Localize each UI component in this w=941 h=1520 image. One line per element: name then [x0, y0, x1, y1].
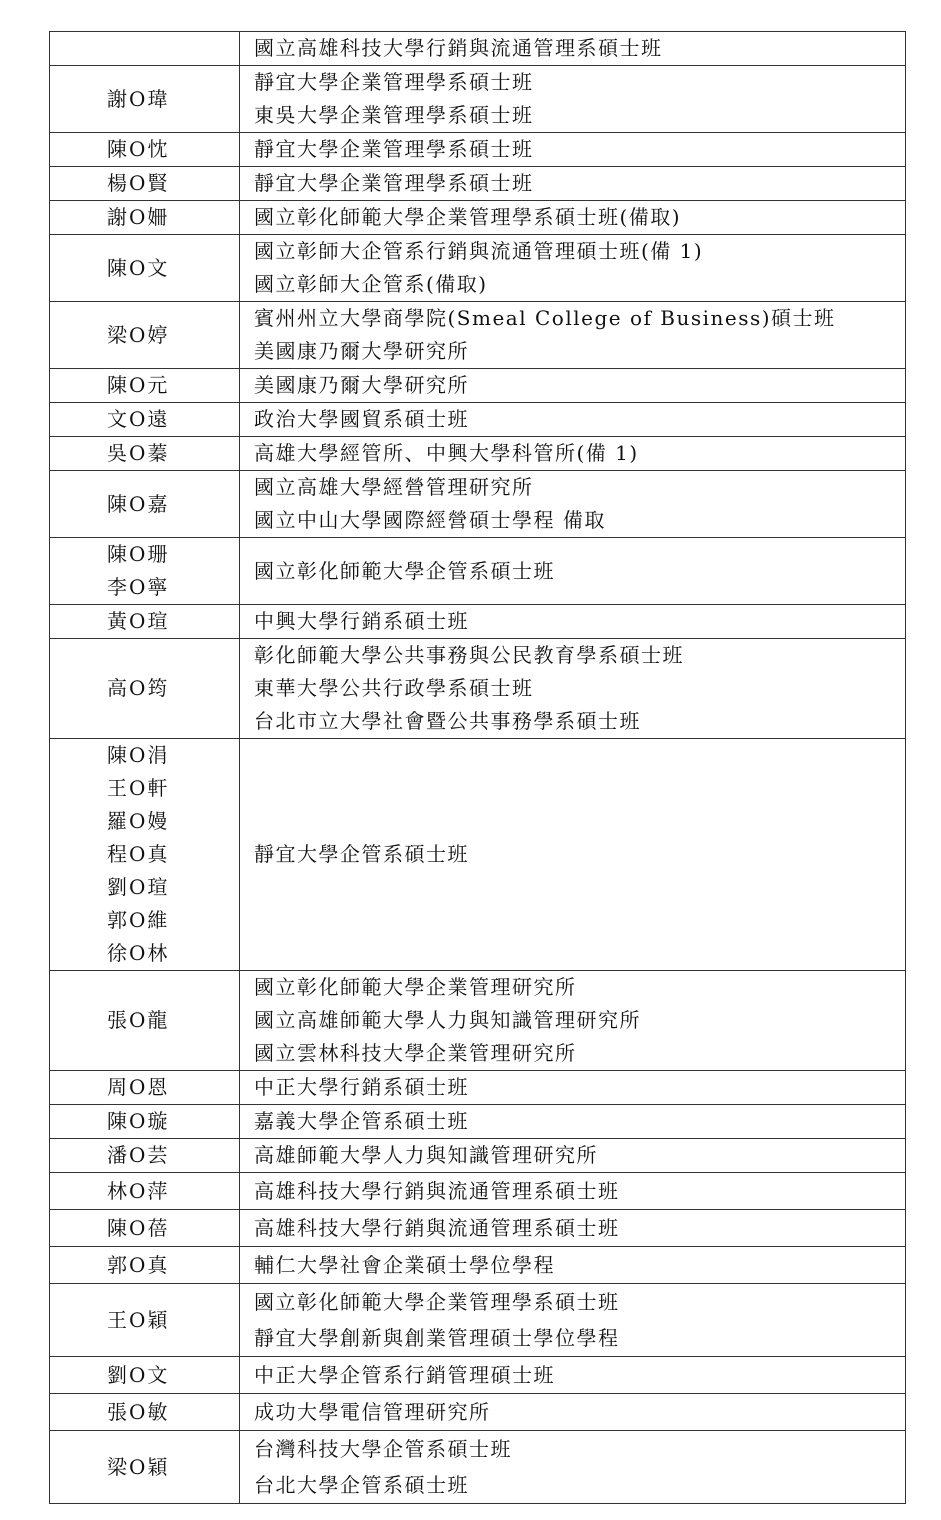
admitted-program: 美國康乃爾大學研究所	[254, 339, 469, 363]
student-name: 陳O元	[107, 373, 170, 397]
student-name-cell	[50, 639, 240, 739]
admitted-programs-cell	[240, 302, 906, 369]
admitted-program: 台灣科技大學企管系碩士班	[254, 1437, 512, 1461]
student-name-cell	[50, 1394, 240, 1431]
admitted-programs-cell	[240, 201, 906, 235]
admitted-programs-cell	[240, 1431, 906, 1504]
admitted-program: 國立雲林科技大學企業管理研究所	[254, 1041, 577, 1065]
student-name-cell	[50, 66, 240, 133]
student-name: 梁O穎	[107, 1455, 170, 1479]
student-name: 高O筠	[107, 676, 170, 700]
admitted-program: 靜宜大學企業管理學系碩士班	[254, 137, 534, 161]
student-name-cell	[50, 1210, 240, 1247]
admitted-programs-cell	[240, 471, 906, 538]
admitted-programs-cell	[240, 971, 906, 1071]
admitted-programs-cell	[240, 1173, 906, 1210]
admitted-programs-cell	[240, 1357, 906, 1394]
student-name-cell	[50, 1284, 240, 1357]
student-name-cell	[50, 1247, 240, 1284]
student-name: 郭O真	[107, 1253, 170, 1277]
student-name-cell	[50, 201, 240, 235]
student-name: 謝O姍	[107, 205, 170, 229]
student-name-cell	[50, 167, 240, 201]
table-row	[50, 1431, 906, 1504]
admitted-program: 國立彰化師範大學企管系碩士班	[254, 558, 555, 583]
student-name: 徐O林	[107, 941, 170, 965]
table-row	[50, 1105, 906, 1139]
student-name-cell	[50, 971, 240, 1071]
student-name: 文O遠	[107, 407, 170, 431]
admitted-program: 高雄科技大學行銷與流通管理系碩士班	[254, 1216, 620, 1240]
admitted-program: 國立彰化師範大學企業管理研究所	[254, 975, 577, 999]
table-row	[50, 971, 906, 1071]
table-row	[50, 32, 906, 66]
student-name: 陳O文	[107, 255, 170, 280]
student-name: 潘O芸	[107, 1143, 170, 1167]
student-name-cell	[50, 538, 240, 605]
student-name: 程O真	[107, 842, 170, 866]
admitted-program: 美國康乃爾大學研究所	[254, 373, 469, 397]
table-row	[50, 1247, 906, 1284]
student-name-cell	[50, 32, 240, 66]
admitted-program: 國立彰化師範大學企業管理學系碩士班	[254, 1290, 620, 1314]
table-body	[50, 32, 906, 1504]
table-row	[50, 605, 906, 639]
student-name-cell	[50, 235, 240, 302]
student-name-cell	[50, 437, 240, 471]
table-row	[50, 1139, 906, 1173]
table-row	[50, 437, 906, 471]
student-name-cell	[50, 133, 240, 167]
admitted-programs-cell	[240, 605, 906, 639]
table-row	[50, 133, 906, 167]
table-row	[50, 538, 906, 605]
admitted-program: 台北市立大學社會暨公共事務學系碩士班	[254, 709, 641, 733]
table-row	[50, 1173, 906, 1210]
table-row	[50, 739, 906, 971]
admitted-programs-cell	[240, 133, 906, 167]
table-row	[50, 639, 906, 739]
table-row	[50, 201, 906, 235]
admitted-programs-cell	[240, 369, 906, 403]
student-name: 陳O涓	[107, 743, 170, 767]
admitted-program: 靜宜大學企管系碩士班	[254, 842, 469, 866]
admitted-programs-cell	[240, 32, 906, 66]
table-row	[50, 1071, 906, 1105]
admitted-program: 高雄大學經管所、中興大學科管所(備 1)	[254, 441, 639, 465]
admitted-program: 國立彰師大企管系(備取)	[254, 272, 488, 296]
admitted-program: 中興大學行銷系碩士班	[254, 609, 469, 633]
student-name: 郭O維	[107, 908, 170, 932]
admitted-program: 高雄科技大學行銷與流通管理系碩士班	[254, 1179, 620, 1203]
admitted-program: 輔仁大學社會企業碩士學位學程	[254, 1253, 555, 1277]
student-name: 楊O賢	[107, 171, 170, 195]
table-row	[50, 302, 906, 369]
admitted-program: 嘉義大學企管系碩士班	[254, 1109, 469, 1133]
admitted-programs-cell	[240, 1284, 906, 1357]
student-name-cell	[50, 1071, 240, 1105]
admitted-programs-cell	[240, 167, 906, 201]
table-row	[50, 471, 906, 538]
admissions-table	[49, 31, 906, 1504]
student-name: 林O萍	[107, 1179, 170, 1203]
admitted-program: 高雄師範大學人力與知識管理研究所	[254, 1143, 598, 1167]
admitted-programs-cell	[240, 1139, 906, 1173]
admitted-program: 靜宜大學企業管理學系碩士班	[254, 171, 534, 195]
admitted-program: 台北大學企管系碩士班	[254, 1473, 469, 1497]
student-name-cell	[50, 1105, 240, 1139]
table-row	[50, 66, 906, 133]
student-name-cell	[50, 302, 240, 369]
admitted-programs-cell	[240, 639, 906, 739]
student-name-cell	[50, 471, 240, 538]
admitted-programs-cell	[240, 403, 906, 437]
admitted-program: 國立高雄科技大學行銷與流通管理系碩士班	[254, 36, 663, 60]
student-name: 張O敏	[107, 1400, 170, 1424]
admitted-program: 東華大學公共行政學系碩士班	[254, 676, 534, 700]
table-row	[50, 403, 906, 437]
admitted-program: 靜宜大學企業管理學系碩士班	[254, 70, 534, 94]
student-name: 王O軒	[107, 776, 170, 800]
student-name-cell	[50, 739, 240, 971]
student-name-cell	[50, 403, 240, 437]
admitted-program: 賓州州立大學商學院(Smeal College of Business)碩士班	[254, 306, 836, 330]
admitted-programs-cell	[240, 1105, 906, 1139]
admitted-programs-cell	[240, 1247, 906, 1284]
student-name: 陳O嘉	[107, 491, 170, 516]
admitted-program: 國立高雄師範大學人力與知識管理研究所	[254, 1008, 641, 1032]
admitted-program: 彰化師範大學公共事務與公民教育學系碩士班	[254, 643, 684, 667]
admitted-program: 國立高雄大學經營管理研究所	[254, 475, 534, 499]
table-row	[50, 1394, 906, 1431]
admitted-program: 政治大學國貿系碩士班	[254, 407, 469, 431]
admitted-programs-cell	[240, 437, 906, 471]
admitted-programs-cell	[240, 66, 906, 133]
student-name: 吳O蓁	[107, 441, 170, 465]
admitted-programs-cell	[240, 538, 906, 605]
admitted-programs-cell	[240, 235, 906, 302]
student-name: 黃O瑄	[107, 609, 170, 633]
admitted-programs-cell	[240, 1210, 906, 1247]
student-name: 劉O瑄	[107, 875, 170, 899]
admitted-program: 中正大學行銷系碩士班	[254, 1075, 469, 1099]
admitted-program: 靜宜大學創新與創業管理碩士學位學程	[254, 1326, 620, 1350]
admitted-program: 國立彰化師範大學企業管理學系碩士班(備取)	[254, 205, 682, 229]
student-name: 陳O忱	[107, 137, 170, 161]
table-row	[50, 235, 906, 302]
table-row	[50, 1357, 906, 1394]
table-row	[50, 1210, 906, 1247]
admitted-program: 東吳大學企業管理學系碩士班	[254, 103, 534, 127]
student-name: 陳O璇	[107, 1109, 170, 1133]
admitted-program: 國立彰師大企管系行銷與流通管理碩士班(備 1)	[254, 239, 704, 263]
student-name-cell	[50, 1173, 240, 1210]
student-name: 謝O瑋	[107, 86, 170, 111]
admitted-program: 國立中山大學國際經營碩士學程 備取	[254, 508, 606, 532]
student-name: 梁O婷	[107, 322, 170, 347]
student-name: 陳O珊	[107, 542, 170, 566]
student-name-cell	[50, 1431, 240, 1504]
admitted-programs-cell	[240, 1394, 906, 1431]
admitted-program: 成功大學電信管理研究所	[254, 1400, 491, 1424]
admitted-programs-cell	[240, 1071, 906, 1105]
student-name-cell	[50, 605, 240, 639]
student-name: 周O恩	[107, 1075, 170, 1099]
student-name: 李O寧	[107, 575, 170, 599]
table-row	[50, 1284, 906, 1357]
student-name-cell	[50, 1357, 240, 1394]
student-name: 王O穎	[107, 1308, 170, 1332]
student-name: 張O龍	[107, 1008, 170, 1032]
admitted-programs-cell	[240, 739, 906, 971]
table-row	[50, 369, 906, 403]
student-name-cell	[50, 1139, 240, 1173]
student-name: 陳O蓓	[107, 1216, 170, 1240]
table-row	[50, 167, 906, 201]
student-name-cell	[50, 369, 240, 403]
admitted-program: 中正大學企管系行銷管理碩士班	[254, 1363, 555, 1387]
student-name: 羅O嫚	[107, 809, 170, 833]
student-name: 劉O文	[107, 1363, 170, 1387]
